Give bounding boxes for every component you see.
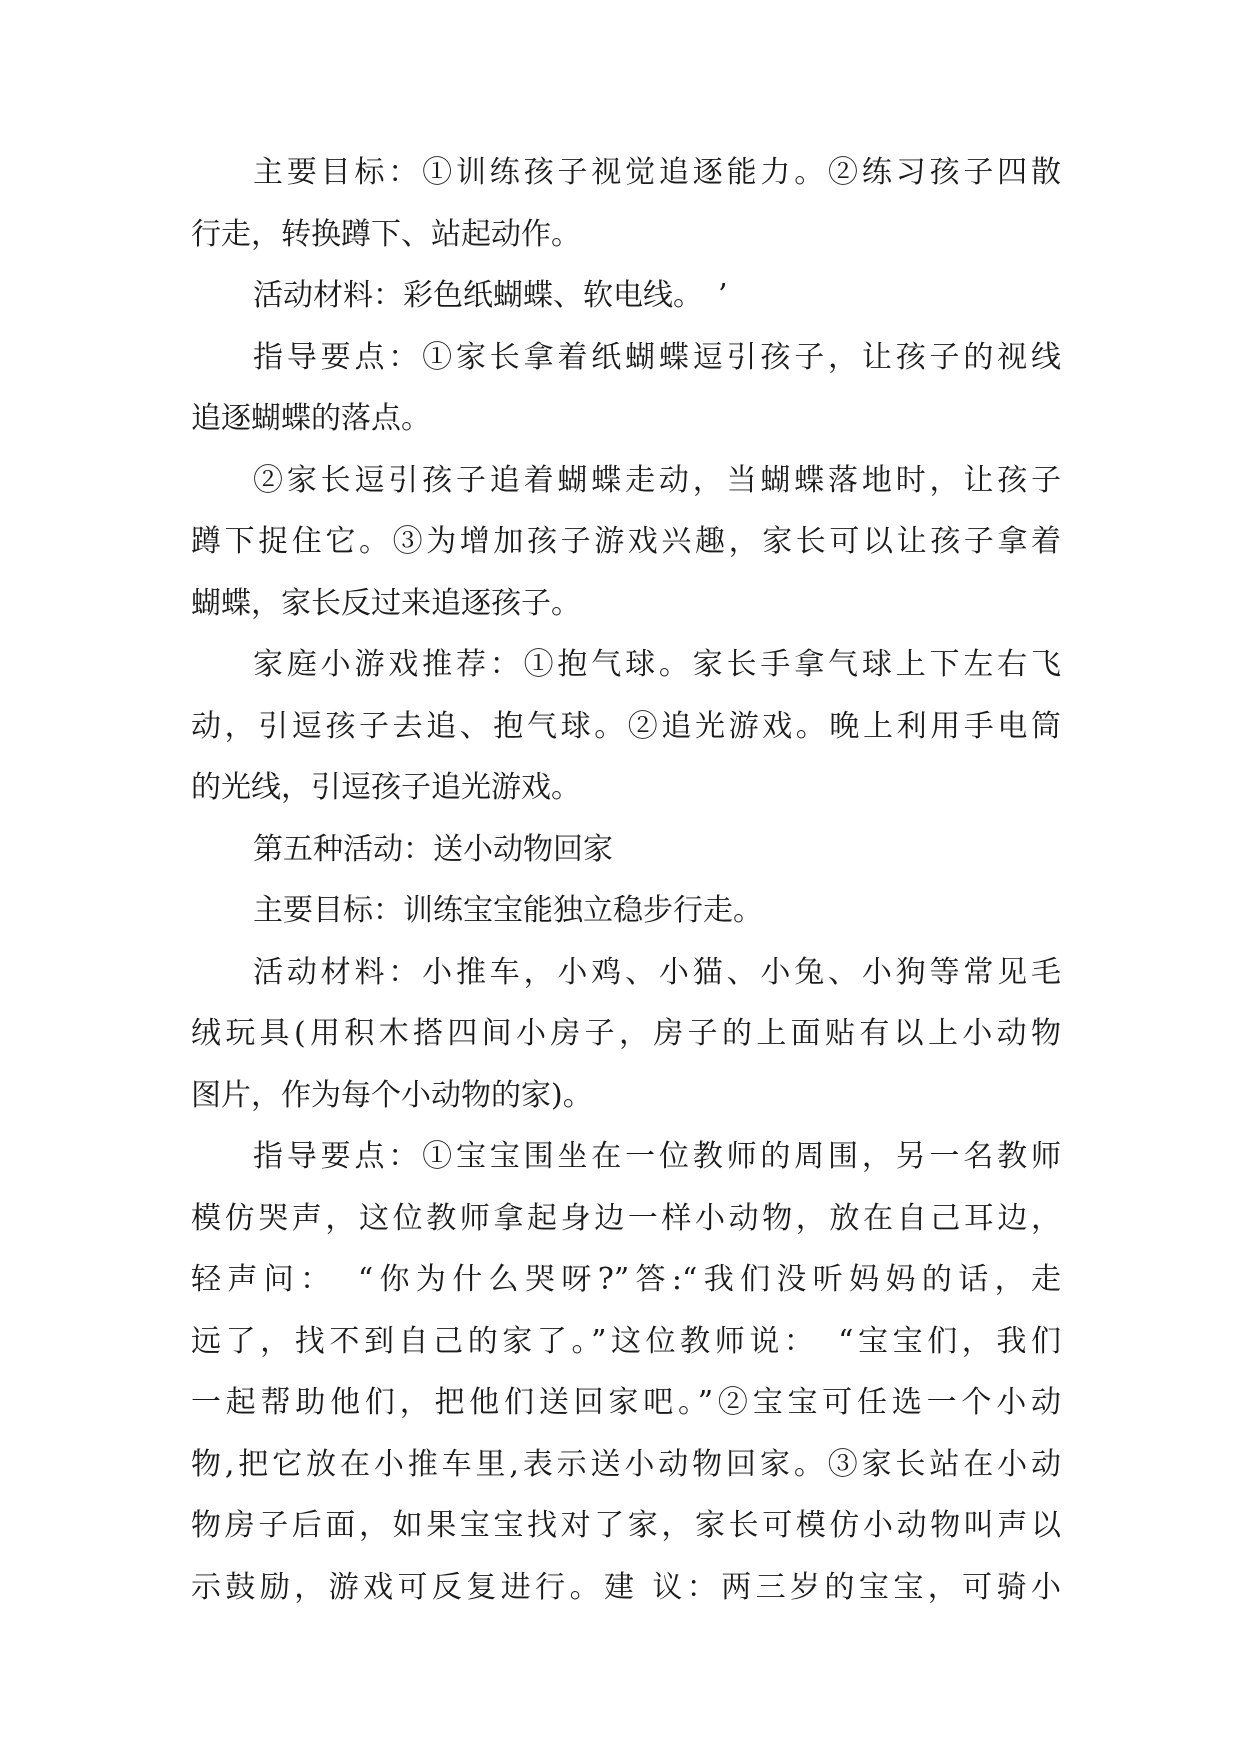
text-line: 轻声问： “你为什么哭呀?”答:“我们没听妈妈的话，走 <box>191 1262 1061 1297</box>
text-line: 图片，作为每个小动物的家)。 <box>191 1077 593 1113</box>
text-line: 主要目标：①训练孩子视觉追逐能力。②练习孩子四散 <box>253 155 1061 190</box>
text-line: 第五种活动：送小动物回家 <box>253 831 613 867</box>
text-line: 物房子后面，如果宝宝找对了家，家长可模仿小动物叫声以 <box>191 1508 1061 1543</box>
text-line: 活动材料：彩色纸蝴蝶、软电线。 ’ <box>253 278 728 313</box>
text-line: 家庭小游戏推荐：①抱气球。家长手拿气球上下左右飞 <box>253 647 1061 682</box>
text-line: 的光线，引逗孩子追光游戏。 <box>191 770 581 805</box>
text-line: 活动材料：小推车，小鸡、小猫、小兔、小狗等常见毛 <box>253 954 1061 990</box>
text-line: 指导要点：①宝宝围坐在一位教师的周围，另一名教师 <box>253 1139 1061 1174</box>
text-line: 远了，找不到自己的家了。”这位教师说： “宝宝们，我们 <box>191 1323 1061 1359</box>
text-line: 物,把它放在小推车里,表示送小动物回家。③家长站在小动 <box>191 1446 1061 1482</box>
text-line: 示鼓励，游戏可反复进行。建 议：两三岁的宝宝，可骑小 <box>191 1569 1061 1605</box>
text-line: 主要目标：训练宝宝能独立稳步行走。 <box>253 893 763 928</box>
text-line: 追逐蝴蝶的落点。 <box>191 401 431 436</box>
text-line: 一起帮助他们，把他们送回家吧。”②宝宝可任选一个小动 <box>191 1385 1061 1420</box>
text-line: 蹲下捉住它。③为增加孩子游戏兴趣，家长可以让孩子拿着 <box>191 524 1061 559</box>
text-line: 行走，转换蹲下、站起动作。 <box>191 216 581 252</box>
text-line: 指导要点：①家长拿着纸蝴蝶逗引孩子，让孩子的视线 <box>253 339 1061 375</box>
text-line: 蝴蝶，家长反过来追逐孩子。 <box>191 585 581 621</box>
text-line: 动，引逗孩子去追、抱气球。②追光游戏。晚上利用手电筒 <box>191 708 1061 744</box>
body-text <box>191 155 1061 1634</box>
text-line: ②家长逗引孩子追着蝴蝶走动，当蝴蝶落地时，让孩子 <box>253 462 1061 498</box>
text-line: 模仿哭声，这位教师拿起身边一样小动物，放在自己耳边， <box>191 1200 1061 1236</box>
text-line: 绒玩具(用积木搭四间小房子，房子的上面贴有以上小动物 <box>191 1016 1061 1051</box>
